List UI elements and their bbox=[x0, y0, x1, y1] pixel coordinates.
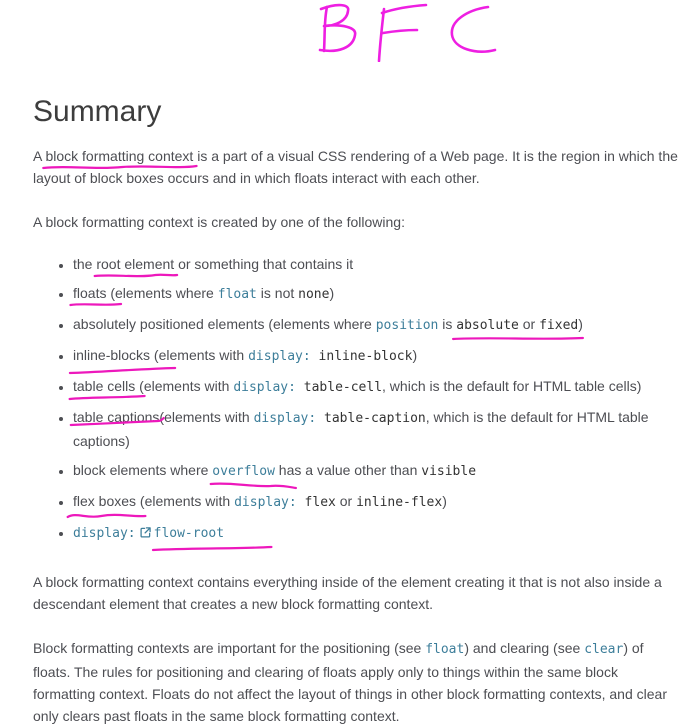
hand-underline-icon bbox=[94, 271, 178, 279]
position-code-link[interactable]: position bbox=[375, 318, 439, 333]
text: or bbox=[518, 316, 540, 332]
float-code-link[interactable]: float bbox=[217, 287, 257, 302]
annotated-term-floats bbox=[73, 282, 106, 304]
list-item-root-element bbox=[73, 253, 680, 275]
float-code-link[interactable]: float bbox=[425, 642, 465, 657]
bfc-conditions-list bbox=[33, 253, 680, 545]
display-code-link[interactable]: display: bbox=[248, 349, 311, 364]
annotated-term-table-cells bbox=[73, 375, 135, 397]
list-item-table-cells bbox=[73, 375, 680, 399]
term-text: table cells bbox=[73, 378, 136, 394]
term-text: table captions bbox=[73, 409, 160, 425]
annotated-term-table-captions bbox=[73, 406, 159, 428]
annotated-term-block-formatting-context bbox=[45, 145, 193, 167]
none-code: none bbox=[298, 287, 330, 302]
intro-paragraph bbox=[33, 145, 680, 189]
annotated-term-root-element bbox=[96, 253, 174, 275]
text: ) bbox=[578, 316, 583, 332]
display-code-link[interactable]: display: bbox=[253, 411, 317, 426]
text: , which is the default for HTML table cells) bbox=[382, 378, 642, 394]
text: (elements where bbox=[106, 285, 218, 301]
hand-underline-icon bbox=[67, 511, 146, 519]
list-item-floats bbox=[73, 282, 680, 306]
annotated-term-flow-root bbox=[154, 521, 224, 545]
page-title: Summary bbox=[33, 95, 162, 128]
flex-code: flex bbox=[296, 495, 336, 510]
display-code-link[interactable]: display: bbox=[73, 526, 136, 541]
intro-text-a: A bbox=[33, 148, 46, 164]
text: block elements where bbox=[73, 462, 213, 478]
bfc-handwriting-annotation bbox=[283, 0, 511, 62]
text: Block formatting contexts are important for the positioning (see bbox=[33, 640, 426, 656]
text: or something that contains it bbox=[174, 256, 354, 272]
text: or bbox=[335, 493, 357, 509]
flow-root-code-link[interactable]: flow-root bbox=[153, 526, 225, 541]
text: ) of floats. The rules for positioning and clearing of floats apply only to things within the same block formatting context. Floats do not affect the layout of things in other block formatting contexts, and clear only clears past floats in the same block formatting context. bbox=[33, 640, 667, 724]
overflow-code-link[interactable]: overflow bbox=[212, 464, 275, 479]
table-caption-code: table-caption bbox=[316, 411, 426, 426]
text: is bbox=[438, 316, 457, 332]
text: (elements with bbox=[159, 409, 254, 425]
absolute-code: absolute bbox=[456, 318, 519, 333]
external-link-icon bbox=[140, 527, 151, 538]
fixed-code: fixed bbox=[539, 318, 579, 333]
hand-underline-icon bbox=[152, 544, 272, 552]
intro-text-b: is a part of a visual CSS rendering of a Web page. It is the region in which the layout of block boxes occurs and in which floats interact with each other. bbox=[33, 148, 678, 186]
contains-paragraph: A block formatting context contains everything inside of the element creating it that is not also inside a descendant element that creates a new block formatting context. bbox=[33, 574, 662, 612]
annotated-term-inline-blocks bbox=[73, 344, 150, 366]
hand-underline-icon bbox=[452, 334, 584, 342]
term-text: flex boxes bbox=[73, 493, 137, 509]
list-item-absolutely-positioned bbox=[73, 313, 680, 337]
text: absolutely positioned elements (elements where bbox=[73, 316, 376, 332]
text: ) bbox=[329, 285, 335, 301]
hand-underline-icon bbox=[210, 480, 297, 488]
hand-underline-icon bbox=[69, 393, 145, 401]
text: (elements with bbox=[135, 378, 234, 394]
text: (elements with bbox=[136, 493, 235, 509]
text: the bbox=[73, 256, 97, 272]
display-code-link[interactable]: display: bbox=[234, 495, 297, 510]
term-text: floats bbox=[73, 285, 107, 301]
text: is not bbox=[256, 285, 299, 301]
annotated-absolute-or-fixed bbox=[456, 313, 578, 337]
annotated-term-flex-boxes bbox=[73, 490, 136, 512]
hand-underline-icon bbox=[70, 300, 121, 308]
visible-code: visible bbox=[421, 464, 477, 479]
inline-block-code: inline-block bbox=[310, 349, 413, 364]
table-cell-code: table-cell bbox=[295, 380, 383, 395]
text: ) bbox=[442, 493, 447, 509]
term-text: root element bbox=[96, 256, 175, 272]
hand-underline-icon bbox=[69, 366, 176, 374]
text: ) and clearing (see bbox=[464, 640, 585, 656]
list-item-overflow bbox=[73, 459, 680, 483]
list-item-inline-blocks bbox=[73, 344, 680, 368]
term-text: inline-blocks bbox=[73, 347, 151, 363]
created-by-paragraph: A block formatting context is created by one of the following: bbox=[33, 214, 405, 230]
text: ) bbox=[412, 347, 418, 363]
list-item-display-flow-root bbox=[73, 521, 680, 545]
importance-paragraph bbox=[33, 637, 680, 727]
annotated-term-overflow bbox=[212, 459, 275, 483]
text: (elements with bbox=[150, 347, 249, 363]
display-code-link[interactable]: display: bbox=[233, 380, 296, 395]
list-item-table-captions bbox=[73, 406, 680, 452]
text: has a value other than bbox=[274, 462, 422, 478]
inline-flex-code: inline-flex bbox=[356, 495, 443, 510]
clear-code-link[interactable]: clear bbox=[584, 642, 624, 657]
text: , which is the default for HTML table captions) bbox=[73, 409, 649, 449]
term-text: block formatting context bbox=[45, 148, 194, 164]
list-item-flex-boxes bbox=[73, 490, 680, 514]
